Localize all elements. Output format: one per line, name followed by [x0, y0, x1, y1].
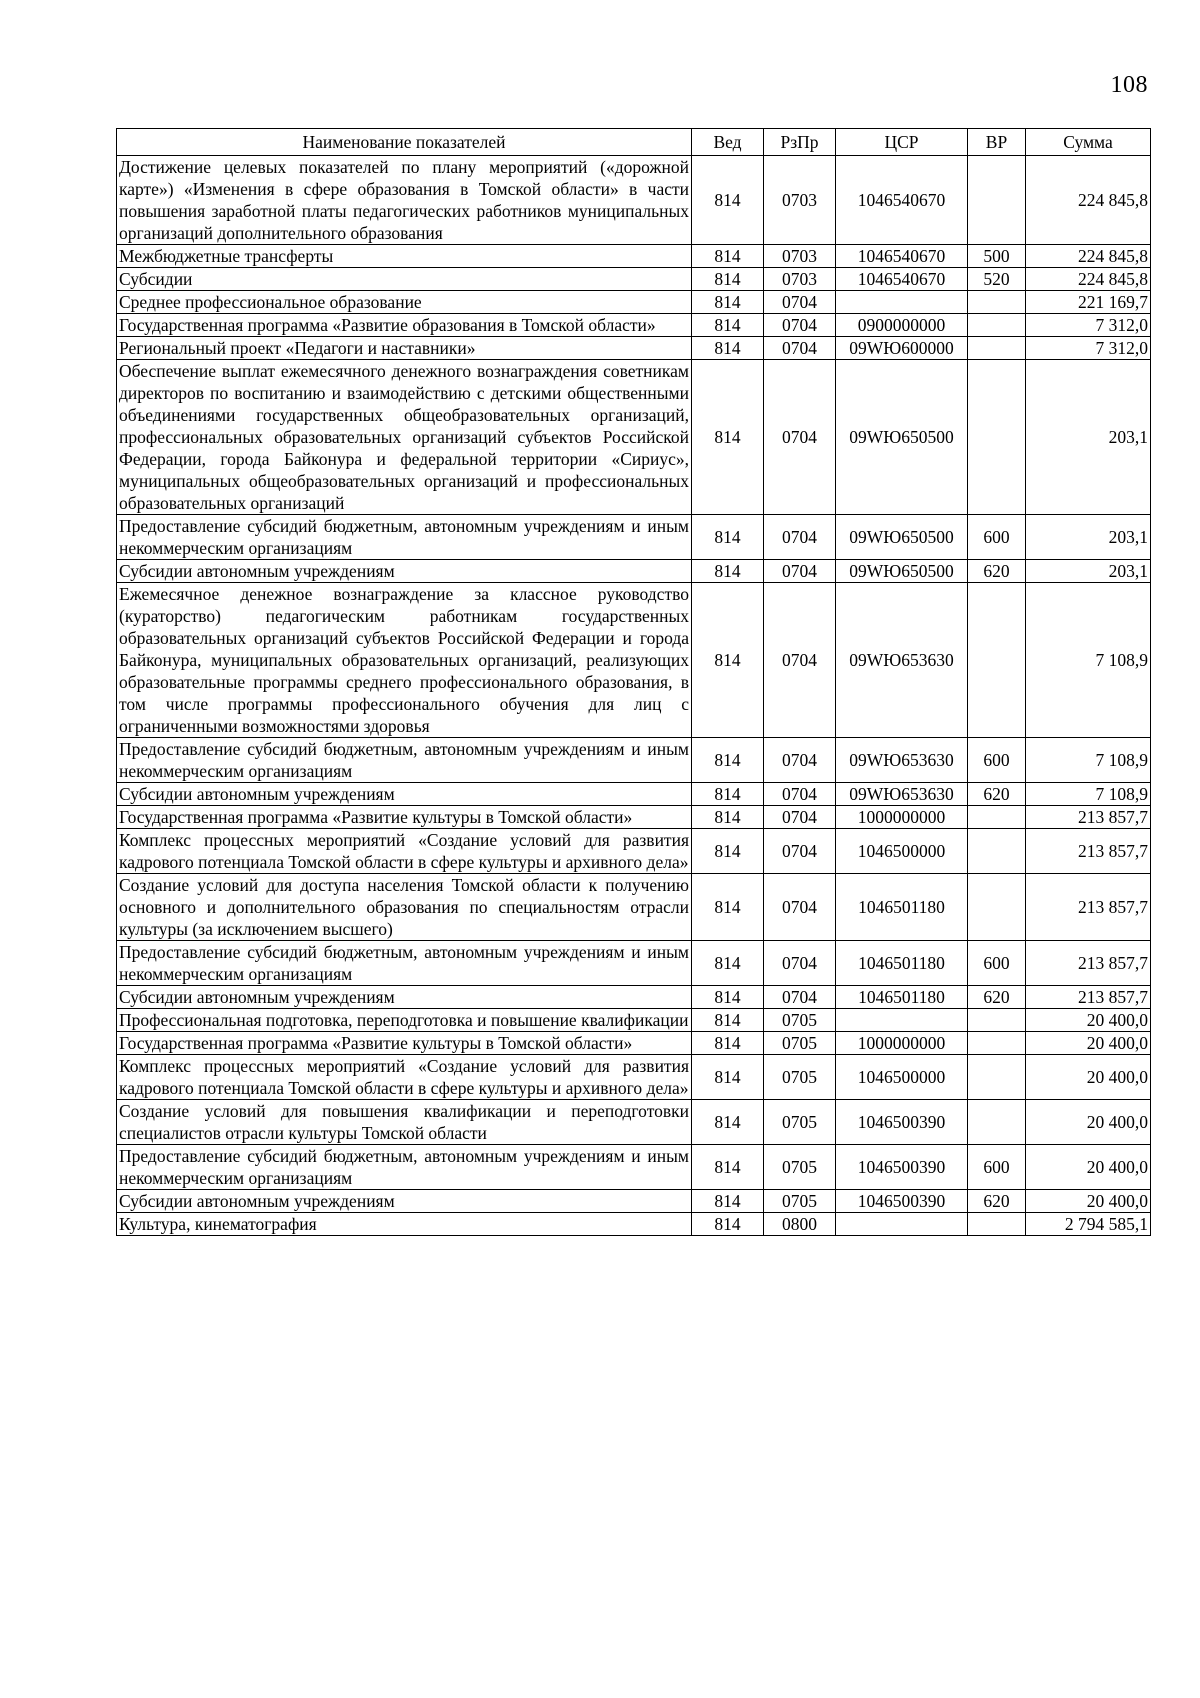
table-row [117, 314, 1151, 337]
cell-vr [968, 806, 1026, 829]
cell-name: Профессиональная подготовка, переподготовка и повышение квалификации [117, 1009, 692, 1032]
cell-csr: 09WЮ600000 [836, 337, 968, 360]
cell-csr: 1046500000 [836, 829, 968, 874]
header-vr: ВР [968, 129, 1026, 156]
cell-ved: 814 [692, 1055, 764, 1100]
cell-sum: 7 108,9 [1026, 783, 1151, 806]
table-row [117, 1213, 1151, 1236]
cell-csr: 1000000000 [836, 806, 968, 829]
budget-table [116, 128, 1151, 1236]
cell-ved: 814 [692, 245, 764, 268]
cell-rzpr: 0703 [764, 245, 836, 268]
table-row [117, 783, 1151, 806]
cell-ved: 814 [692, 268, 764, 291]
cell-rzpr: 0704 [764, 583, 836, 738]
cell-ved: 814 [692, 806, 764, 829]
cell-sum: 7 312,0 [1026, 337, 1151, 360]
cell-name: Региональный проект «Педагоги и наставники» [117, 337, 692, 360]
cell-csr: 1000000000 [836, 1032, 968, 1055]
table-row [117, 829, 1151, 874]
cell-sum: 2 794 585,1 [1026, 1213, 1151, 1236]
cell-sum: 224 845,8 [1026, 268, 1151, 291]
cell-ved: 814 [692, 941, 764, 986]
cell-rzpr: 0704 [764, 874, 836, 941]
cell-sum: 7 108,9 [1026, 583, 1151, 738]
cell-name: Обеспечение выплат ежемесячного денежного вознаграждения советникам директоров по воспитанию и взаимодействию с детскими общественными объединениями государственных общеобразовательных организаций, профессиональных образовательных организаций субъектов Российской Федерации, города Байконура и федеральной территории «Сириус», муниципальных общеобразовательных организаций и профессиональных образовательных организаций [117, 360, 692, 515]
table-row [117, 268, 1151, 291]
cell-sum: 20 400,0 [1026, 1100, 1151, 1145]
cell-csr: 1046500390 [836, 1145, 968, 1190]
cell-ved: 814 [692, 1213, 764, 1236]
cell-vr [968, 156, 1026, 245]
table-row [117, 337, 1151, 360]
table-row [117, 156, 1151, 245]
cell-rzpr: 0704 [764, 986, 836, 1009]
cell-vr: 620 [968, 560, 1026, 583]
cell-vr [968, 829, 1026, 874]
cell-sum: 224 845,8 [1026, 156, 1151, 245]
table-row [117, 560, 1151, 583]
cell-csr: 09WЮ653630 [836, 738, 968, 783]
cell-csr: 09WЮ650500 [836, 560, 968, 583]
cell-vr: 620 [968, 783, 1026, 806]
cell-sum: 20 400,0 [1026, 1032, 1151, 1055]
cell-name: Межбюджетные трансферты [117, 245, 692, 268]
header-sum: Сумма [1026, 129, 1151, 156]
cell-csr: 0900000000 [836, 314, 968, 337]
cell-name: Достижение целевых показателей по плану мероприятий («дорожной карте») «Изменения в сфере образования в Томской области» в части повышения заработной платы педагогических работников муниципальных организаций дополнительного образования [117, 156, 692, 245]
cell-ved: 814 [692, 1145, 764, 1190]
cell-ved: 814 [692, 829, 764, 874]
cell-vr [968, 1055, 1026, 1100]
cell-csr: 1046500390 [836, 1190, 968, 1213]
cell-sum: 20 400,0 [1026, 1009, 1151, 1032]
cell-vr: 500 [968, 245, 1026, 268]
cell-rzpr: 0705 [764, 1032, 836, 1055]
cell-vr [968, 337, 1026, 360]
cell-sum: 20 400,0 [1026, 1190, 1151, 1213]
cell-csr: 1046540670 [836, 245, 968, 268]
cell-rzpr: 0704 [764, 738, 836, 783]
cell-vr: 600 [968, 515, 1026, 560]
cell-name: Субсидии автономным учреждениям [117, 560, 692, 583]
cell-csr: 1046500390 [836, 1100, 968, 1145]
header-csr: ЦСР [836, 129, 968, 156]
cell-name: Государственная программа «Развитие культуры в Томской области» [117, 806, 692, 829]
cell-name: Субсидии автономным учреждениям [117, 783, 692, 806]
cell-sum: 224 845,8 [1026, 245, 1151, 268]
cell-ved: 814 [692, 986, 764, 1009]
cell-sum: 213 857,7 [1026, 874, 1151, 941]
cell-ved: 814 [692, 1100, 764, 1145]
cell-name: Субсидии автономным учреждениям [117, 1190, 692, 1213]
header-ved: Вед [692, 129, 764, 156]
cell-csr: 09WЮ650500 [836, 360, 968, 515]
cell-vr [968, 360, 1026, 515]
cell-csr: 09WЮ653630 [836, 583, 968, 738]
cell-sum: 213 857,7 [1026, 986, 1151, 1009]
cell-sum: 221 169,7 [1026, 291, 1151, 314]
cell-ved: 814 [692, 360, 764, 515]
cell-rzpr: 0704 [764, 515, 836, 560]
cell-ved: 814 [692, 783, 764, 806]
cell-name: Ежемесячное денежное вознаграждение за классное руководство (кураторство) педагогическим работникам государственных образовательных организаций субъектов Российской Федерации и города Байконура, муниципальных образовательных организаций, реализующих образовательные программы среднего профессионального образования, в том числе программы профессионального обучения для лиц с ограниченными возможностями здоровья [117, 583, 692, 738]
table-row [117, 806, 1151, 829]
table-row [117, 245, 1151, 268]
cell-rzpr: 0704 [764, 829, 836, 874]
cell-sum: 213 857,7 [1026, 941, 1151, 986]
cell-sum: 213 857,7 [1026, 829, 1151, 874]
cell-csr [836, 291, 968, 314]
cell-csr: 1046540670 [836, 156, 968, 245]
cell-rzpr: 0705 [764, 1009, 836, 1032]
cell-sum: 203,1 [1026, 560, 1151, 583]
cell-name: Комплекс процессных мероприятий «Создание условий для развития кадрового потенциала Томской области в сфере культуры и архивного дела» [117, 829, 692, 874]
cell-csr: 1046501180 [836, 986, 968, 1009]
cell-name: Культура, кинематография [117, 1213, 692, 1236]
cell-rzpr: 0705 [764, 1145, 836, 1190]
cell-name: Создание условий для повышения квалификации и переподготовки специалистов отрасли культуры Томской области [117, 1100, 692, 1145]
cell-name: Среднее профессиональное образование [117, 291, 692, 314]
cell-sum: 20 400,0 [1026, 1145, 1151, 1190]
table-row [117, 986, 1151, 1009]
cell-name: Комплекс процессных мероприятий «Создание условий для развития кадрового потенциала Томской области в сфере культуры и архивного дела» [117, 1055, 692, 1100]
table-row [117, 1100, 1151, 1145]
table-header-row [117, 129, 1151, 156]
cell-vr [968, 291, 1026, 314]
table-row [117, 1190, 1151, 1213]
cell-name: Государственная программа «Развитие культуры в Томской области» [117, 1032, 692, 1055]
cell-csr: 1046500000 [836, 1055, 968, 1100]
cell-vr [968, 874, 1026, 941]
cell-name: Субсидии автономным учреждениям [117, 986, 692, 1009]
cell-rzpr: 0704 [764, 783, 836, 806]
cell-vr: 520 [968, 268, 1026, 291]
cell-name: Предоставление субсидий бюджетным, автономным учреждениям и иным некоммерческим организациям [117, 1145, 692, 1190]
cell-csr: 1046540670 [836, 268, 968, 291]
cell-vr [968, 1032, 1026, 1055]
cell-vr: 600 [968, 738, 1026, 783]
header-name: Наименование показателей [117, 129, 692, 156]
cell-vr [968, 583, 1026, 738]
cell-rzpr: 0703 [764, 268, 836, 291]
cell-rzpr: 0800 [764, 1213, 836, 1236]
cell-csr: 09WЮ650500 [836, 515, 968, 560]
cell-rzpr: 0704 [764, 291, 836, 314]
cell-vr [968, 1009, 1026, 1032]
cell-name: Государственная программа «Развитие образования в Томской области» [117, 314, 692, 337]
cell-csr: 09WЮ653630 [836, 783, 968, 806]
table-row [117, 583, 1151, 738]
cell-vr [968, 1100, 1026, 1145]
cell-ved: 814 [692, 1190, 764, 1213]
cell-sum: 213 857,7 [1026, 806, 1151, 829]
cell-ved: 814 [692, 738, 764, 783]
cell-name: Субсидии [117, 268, 692, 291]
cell-name: Создание условий для доступа населения Томской области к получению основного и дополнительного образования по специальностям отрасли культуры (за исключением высшего) [117, 874, 692, 941]
cell-sum: 20 400,0 [1026, 1055, 1151, 1100]
cell-rzpr: 0704 [764, 806, 836, 829]
cell-rzpr: 0705 [764, 1055, 836, 1100]
cell-rzpr: 0705 [764, 1100, 836, 1145]
table-body [117, 156, 1151, 1236]
cell-ved: 814 [692, 337, 764, 360]
cell-vr [968, 314, 1026, 337]
cell-vr [968, 1213, 1026, 1236]
table-row [117, 1145, 1151, 1190]
cell-ved: 814 [692, 1009, 764, 1032]
cell-ved: 814 [692, 314, 764, 337]
cell-vr: 600 [968, 1145, 1026, 1190]
cell-rzpr: 0704 [764, 560, 836, 583]
table-row [117, 738, 1151, 783]
cell-ved: 814 [692, 156, 764, 245]
cell-rzpr: 0704 [764, 314, 836, 337]
cell-ved: 814 [692, 583, 764, 738]
cell-ved: 814 [692, 1032, 764, 1055]
table-row [117, 874, 1151, 941]
cell-vr: 620 [968, 1190, 1026, 1213]
cell-name: Предоставление субсидий бюджетным, автономным учреждениям и иным некоммерческим организациям [117, 941, 692, 986]
page-number: 108 [1110, 72, 1148, 98]
cell-csr: 1046501180 [836, 874, 968, 941]
table-row [117, 1009, 1151, 1032]
cell-rzpr: 0705 [764, 1190, 836, 1213]
cell-name: Предоставление субсидий бюджетным, автономным учреждениям и иным некоммерческим организациям [117, 515, 692, 560]
cell-csr [836, 1009, 968, 1032]
header-rzpr: РзПр [764, 129, 836, 156]
table-row [117, 941, 1151, 986]
table-row [117, 515, 1151, 560]
cell-csr: 1046501180 [836, 941, 968, 986]
cell-sum: 7 312,0 [1026, 314, 1151, 337]
cell-ved: 814 [692, 291, 764, 314]
cell-vr: 600 [968, 941, 1026, 986]
cell-name: Предоставление субсидий бюджетным, автономным учреждениям и иным некоммерческим организациям [117, 738, 692, 783]
cell-rzpr: 0703 [764, 156, 836, 245]
table-row [117, 1032, 1151, 1055]
cell-sum: 203,1 [1026, 360, 1151, 515]
cell-sum: 203,1 [1026, 515, 1151, 560]
cell-ved: 814 [692, 515, 764, 560]
table-row [117, 291, 1151, 314]
table-row [117, 360, 1151, 515]
cell-csr [836, 1213, 968, 1236]
cell-ved: 814 [692, 874, 764, 941]
cell-rzpr: 0704 [764, 941, 836, 986]
cell-ved: 814 [692, 560, 764, 583]
cell-sum: 7 108,9 [1026, 738, 1151, 783]
cell-rzpr: 0704 [764, 360, 836, 515]
cell-rzpr: 0704 [764, 337, 836, 360]
cell-vr: 620 [968, 986, 1026, 1009]
table-row [117, 1055, 1151, 1100]
